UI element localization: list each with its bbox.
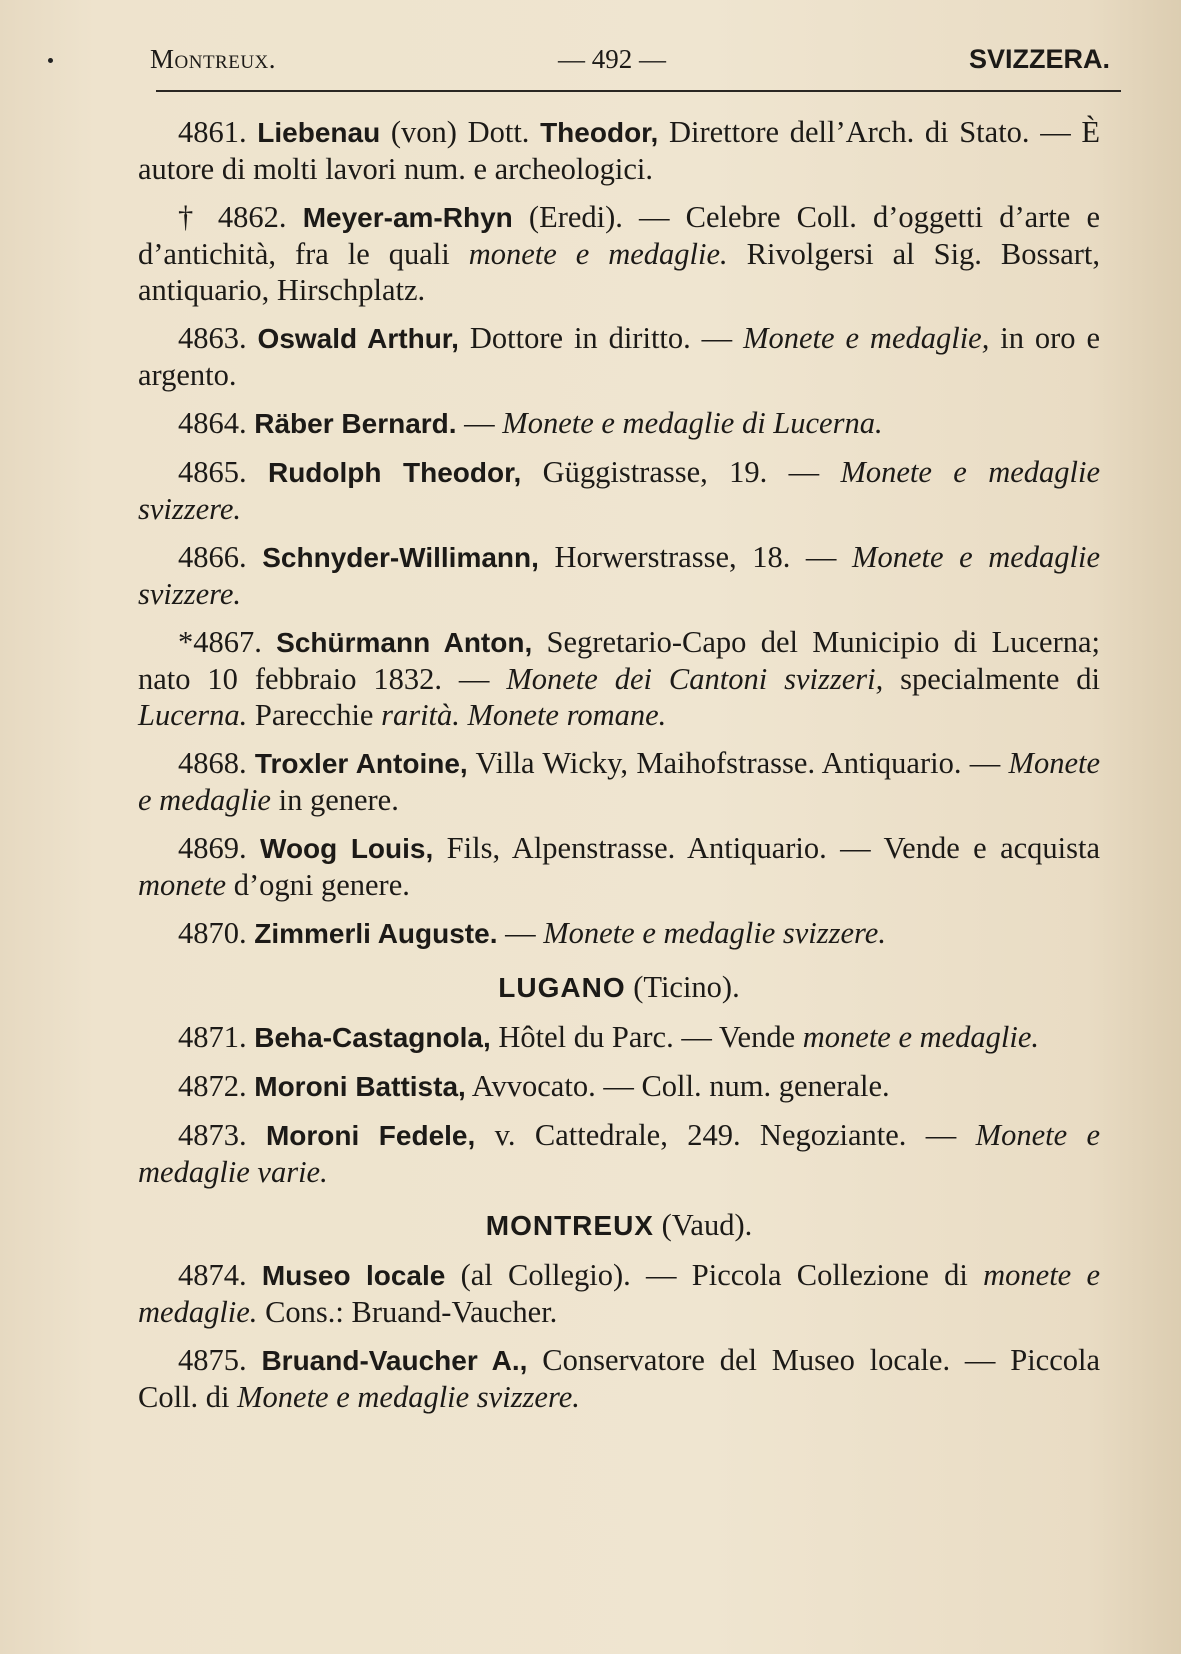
- entry-4871: [138, 1019, 1100, 1056]
- entry-4874: [138, 1257, 1100, 1330]
- entry-number: 4866.: [178, 540, 247, 574]
- entry-italic: Lucerna.: [138, 698, 248, 732]
- page: [138, 36, 1110, 1427]
- entry-italic: Monete dei Cantoni svizzeri,: [506, 662, 884, 696]
- header-country: SVIZZERA.: [968, 44, 1110, 74]
- entry-name: Schürmann Anton,: [276, 627, 533, 658]
- entry-text: Parecchie: [247, 698, 382, 732]
- entry-number: 4874.: [178, 1258, 247, 1292]
- entry-4865: [138, 454, 1100, 527]
- entry-4870: [138, 915, 1100, 952]
- entry-text: Horwerstrasse, 18. —: [538, 540, 853, 574]
- entry-text: d’ogni genere.: [226, 868, 410, 902]
- entry-text: (al Collegio). — Piccola Collezione di: [445, 1258, 984, 1292]
- entry-text: Fils, Alpenstrasse. Antiquario. — Vende e acquista: [433, 831, 1101, 865]
- entry-italic: Monete e medaglie svizzere.: [138, 455, 1100, 526]
- entry-name: Theodor,: [540, 117, 659, 148]
- entry-text: Güggistrasse, 19. —: [521, 455, 841, 489]
- entry-name: Museo locale: [261, 1260, 446, 1291]
- entry-number: 4870.: [178, 916, 247, 950]
- section-city: LUGANO: [498, 972, 626, 1003]
- entry-number: 4875.: [178, 1343, 247, 1377]
- entry-4862: [138, 199, 1100, 308]
- entry-name: Liebenau: [257, 117, 381, 148]
- entry-name: Beha-Castagnola,: [254, 1022, 491, 1053]
- entry-4861: [138, 114, 1100, 187]
- entry-text: specialmente di: [883, 662, 1100, 696]
- header-rule: [156, 90, 1121, 92]
- entry-text: Villa Wicky, Maihofstrasse. Antiquario. —: [467, 746, 1009, 780]
- entry-4866: [138, 539, 1100, 612]
- entry-text: Rivolgersi al Sig. Bossart, antiquario, Hirschplatz.: [138, 237, 1100, 307]
- entry-text: Conservatore del Museo locale. — Piccola Coll. di: [138, 1343, 1101, 1414]
- entry-italic: monete e medaglie.: [468, 237, 728, 271]
- entry-number: 4864.: [178, 406, 247, 440]
- entry-text: —: [456, 406, 503, 440]
- entry-4863: [138, 320, 1100, 393]
- entry-number: 4871.: [178, 1020, 247, 1054]
- section-region: (Ticino).: [625, 970, 740, 1004]
- page-number: — 492 —: [558, 44, 666, 74]
- entry-text: (von) Dott.: [380, 115, 541, 149]
- entry-4867: [138, 624, 1100, 733]
- entry-italic: monete e medaglie.: [802, 1020, 1040, 1054]
- entry-name: Oswald Arthur,: [257, 323, 459, 354]
- entry-text: Cons.: Bruand-Vaucher.: [257, 1295, 558, 1329]
- running-header: [138, 36, 1110, 88]
- entry-italic: Monete e medaglie svizzere.: [138, 540, 1101, 611]
- entry-name: Schnyder-Willimann,: [262, 542, 539, 573]
- entry-text: Hôtel du Parc. — Vende: [490, 1020, 803, 1054]
- entry-name: Moroni Fedele,: [265, 1120, 476, 1151]
- entry-text: Avvocato. — Coll. num. generale.: [465, 1069, 890, 1103]
- entry-number: 4869.: [178, 831, 247, 865]
- entry-4864: [138, 405, 1100, 442]
- entries-list: [138, 114, 1110, 1415]
- entry-number: 4873.: [178, 1118, 247, 1152]
- entry-italic: Monete e medaglie di Lucerna.: [502, 406, 883, 440]
- entry-name: Rudolph Theodor,: [267, 457, 522, 488]
- entry-italic: Monete e medaglie svizzere.: [237, 1380, 580, 1414]
- entry-number: 4872.: [178, 1069, 247, 1103]
- entry-text: Segretario-Capo del Municipio di Lucerna; nato 10 febbraio 1832. —: [138, 625, 1101, 696]
- entry-text: in oro e argento.: [138, 321, 1101, 392]
- page-mark: [48, 58, 53, 63]
- entry-text: —: [497, 916, 544, 950]
- entry-4873: [138, 1117, 1100, 1190]
- entry-name: Moroni Battista,: [254, 1071, 466, 1102]
- entry-name: Meyer-am-Rhyn: [302, 202, 513, 233]
- entry-number: 4868.: [178, 746, 247, 780]
- entry-4868: [138, 745, 1100, 818]
- entry-number: 4863.: [178, 321, 247, 355]
- entry-number: *4867.: [178, 625, 262, 659]
- entry-name: Woog Louis,: [260, 833, 434, 864]
- entry-text: Dottore in diritto. —: [458, 321, 744, 355]
- section-heading-lugano: [138, 970, 1100, 1005]
- entry-italic: Monete e medaglie,: [743, 321, 990, 355]
- entry-4875: [138, 1342, 1100, 1415]
- entry-number: 4865.: [178, 455, 247, 489]
- entry-italic: Monete e medaglie svizzere.: [543, 916, 886, 950]
- entry-text: Direttore dell’Arch. di Stato. — È autore di molti lavori num. e archeologici.: [138, 115, 1100, 186]
- entry-italic: monete e medaglie.: [138, 1258, 1100, 1329]
- entry-name: Zimmerli Auguste.: [254, 918, 498, 949]
- entry-text: v. Cattedrale, 249. Negoziante. —: [475, 1118, 976, 1152]
- entry-italic: Monete e medaglie: [138, 746, 1101, 817]
- entry-number: † 4862.: [178, 200, 287, 234]
- entry-number: 4861.: [178, 115, 247, 149]
- entry-4869: [138, 830, 1100, 903]
- section-region: (Vaud).: [653, 1208, 753, 1242]
- entry-name: Troxler Antoine,: [254, 748, 468, 779]
- entry-italic: Monete e medaglie varie.: [138, 1118, 1101, 1189]
- entry-4872: [138, 1068, 1100, 1105]
- entry-name: Bruand-Vaucher A.,: [261, 1345, 528, 1376]
- section-heading-montreux: [138, 1208, 1100, 1243]
- entry-name: Räber Bernard.: [254, 408, 457, 439]
- entry-italic: rarità. Monete romane.: [381, 698, 667, 732]
- header-city: Montreux.: [150, 44, 277, 74]
- entry-text: (Eredi). — Celebre Coll. d’oggetti d’arte e d’antichità, fra le quali: [138, 200, 1101, 271]
- entry-italic: monete: [138, 868, 227, 902]
- entry-text: in genere.: [270, 783, 399, 817]
- section-city: MONTREUX: [485, 1210, 654, 1241]
